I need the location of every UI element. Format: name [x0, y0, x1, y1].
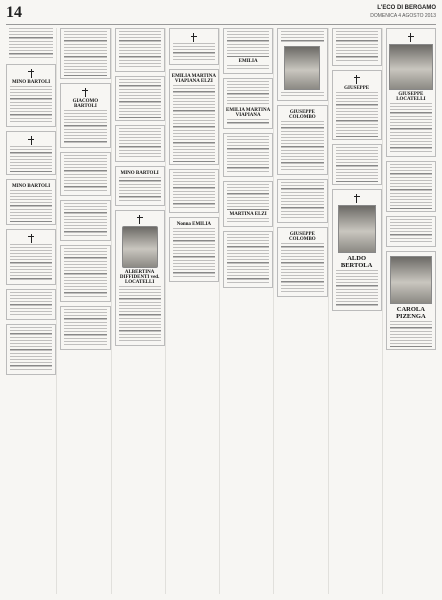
- notice-block: [6, 289, 56, 321]
- deceased-photo: [122, 226, 158, 268]
- cross-icon: [191, 33, 197, 42]
- deceased-name: GIUSEPPE COLOMBO: [289, 232, 316, 243]
- cross-icon: [408, 33, 414, 42]
- deceased-name: EMILIA MARTINA VIAPIANA ELZI: [171, 74, 216, 85]
- notice-block: [223, 133, 273, 177]
- notice-block: [332, 144, 382, 185]
- notice-block-with-photo: [115, 210, 165, 346]
- notice-block-with-photo: [332, 189, 382, 311]
- cross-icon: [28, 69, 34, 78]
- column-8: [386, 28, 436, 594]
- notice-block: [60, 152, 110, 196]
- notice-block: [115, 166, 165, 206]
- notice-block: [60, 245, 110, 302]
- notice-block: [277, 227, 327, 297]
- notice-block-with-photo: [386, 28, 436, 157]
- notice-block: [169, 28, 219, 65]
- notice-block: [169, 217, 219, 282]
- notice-block: [223, 28, 273, 74]
- notice-block: [277, 179, 327, 223]
- deceased-name: EMILIA: [238, 58, 258, 64]
- notice-block: [60, 306, 110, 350]
- issue-date: DOMENICA 4 AGOSTO 2013: [370, 13, 436, 19]
- notice-block: [115, 28, 165, 72]
- deceased-name: MINO BARTOLI: [12, 79, 51, 85]
- deceased-name: CAROLA PIZENGA: [396, 306, 426, 321]
- notice-block: [223, 231, 273, 288]
- column-7: [332, 28, 383, 594]
- notice-block: [223, 181, 273, 227]
- notice-block: [223, 78, 273, 129]
- notice-block: [6, 131, 56, 175]
- column-3: [115, 28, 166, 594]
- deceased-photo: [389, 44, 433, 90]
- column-4: [169, 28, 220, 594]
- notice-block: [386, 161, 436, 212]
- notice-block: [115, 76, 165, 120]
- obituary-columns: [6, 28, 436, 594]
- notice-block: [60, 83, 110, 148]
- notice-block: [6, 179, 56, 225]
- deceased-name: GIUSEPPE COLOMBO: [289, 110, 316, 121]
- notice-block: [7, 28, 55, 60]
- newspaper-name: L'ECO DI BERGAMO: [377, 5, 436, 11]
- cross-icon: [137, 215, 143, 224]
- deceased-name: EMILIA MARTINA VIAPIANA: [226, 108, 271, 119]
- deceased-name: GIUSEPPE LOCATELLI: [396, 92, 426, 102]
- cross-icon: [354, 194, 360, 203]
- deceased-name: ALDO BERTOLA: [340, 254, 373, 269]
- page-header: [6, 4, 436, 25]
- notice-block: [169, 69, 219, 165]
- notice-block: [6, 64, 56, 127]
- notice-block: [6, 324, 56, 375]
- notice-block: [60, 200, 110, 241]
- page-number: 14: [6, 4, 22, 21]
- notice-block-with-photo: [386, 251, 436, 350]
- notice-block: [332, 70, 382, 140]
- column-6: [277, 28, 328, 594]
- column-5: [223, 28, 274, 594]
- column-2: [60, 28, 111, 594]
- deceased-name: MINO BARTOLI: [12, 183, 51, 189]
- notice-block: [386, 216, 436, 248]
- deceased-name: GIACOMO BARTOLI: [72, 98, 99, 109]
- cross-icon: [82, 88, 88, 97]
- cross-icon: [354, 75, 360, 84]
- cross-icon: [28, 136, 34, 145]
- notice-block-with-photo: [277, 28, 327, 101]
- cross-icon: [28, 234, 34, 243]
- deceased-photo: [390, 256, 432, 304]
- column-1: [6, 28, 57, 594]
- deceased-name: GIUSEPPE: [344, 85, 370, 91]
- deceased-name: MARTINA ELZI: [229, 211, 267, 217]
- deceased-photo: [284, 46, 320, 90]
- notice-block: [169, 169, 219, 213]
- deceased-name: ALBERTINA DIFFIDENTI ved. LOCATELLI: [119, 269, 160, 285]
- notice-block: [277, 105, 327, 175]
- deceased-photo: [338, 205, 376, 253]
- deceased-name: Nonna EMILIA: [176, 221, 212, 227]
- notice-block: [6, 229, 56, 285]
- deceased-name: MINO BARTOLI: [120, 171, 159, 177]
- notice-block: [115, 125, 165, 163]
- notice-block: [60, 28, 110, 79]
- notice-block: [332, 28, 382, 66]
